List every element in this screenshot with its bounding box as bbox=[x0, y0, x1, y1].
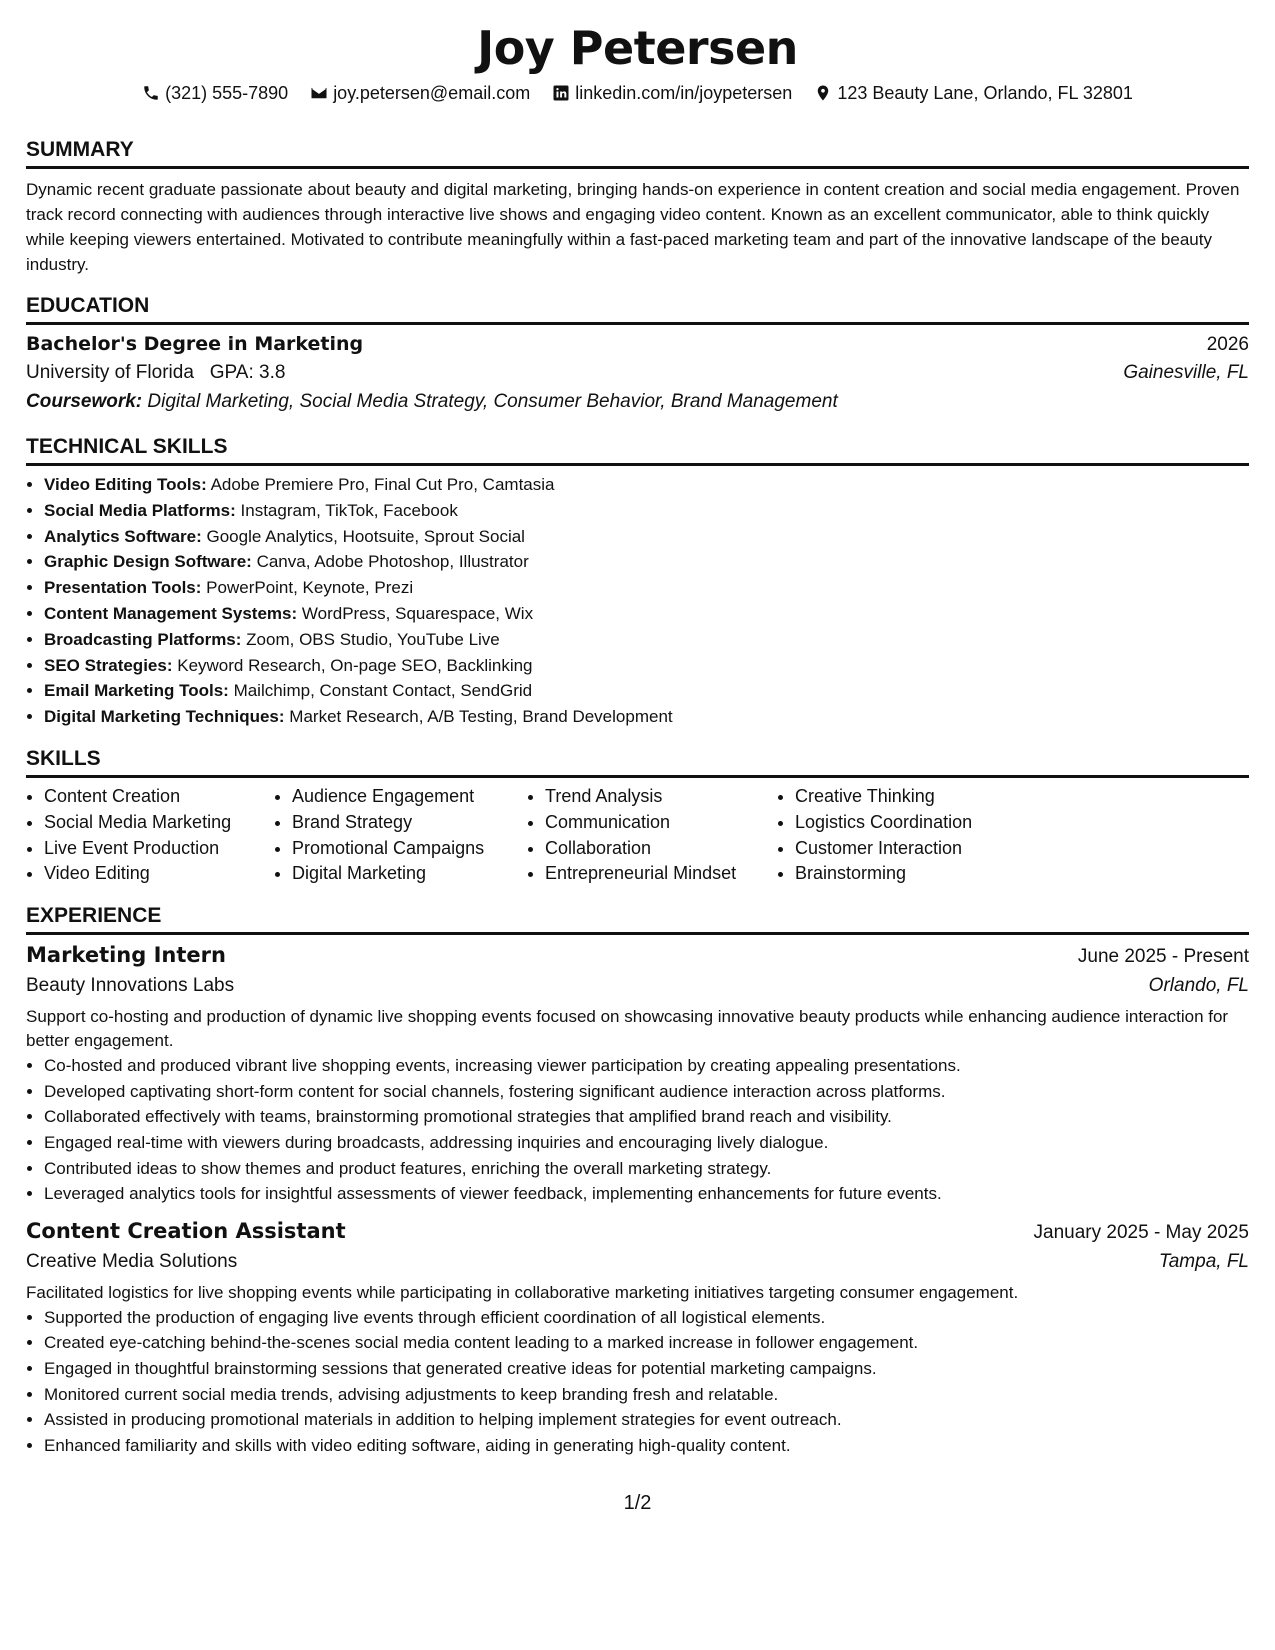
coursework-text: Digital Marketing, Social Media Strategy, Consumer Behavior, Brand Management bbox=[147, 391, 838, 412]
skills-section bbox=[26, 747, 1249, 887]
education-degree: Bachelor's Degree in Marketing bbox=[26, 333, 364, 355]
list-item: • Entrepreneurial Mindset bbox=[545, 861, 777, 887]
list-item bbox=[44, 472, 1249, 498]
education-school-line bbox=[26, 362, 285, 384]
skills-column-2 bbox=[274, 784, 527, 887]
email-link[interactable]: joy.petersen@email.com bbox=[333, 83, 531, 103]
skill-label: Broadcasting Platforms: bbox=[44, 629, 242, 649]
list-item: • Trend Analysis bbox=[545, 784, 777, 810]
education-location: Gainesville, FL bbox=[1123, 362, 1249, 383]
skill-value: Mailchimp, Constant Contact, SendGrid bbox=[233, 681, 533, 701]
skill-label: Content Management Systems: bbox=[44, 603, 298, 623]
skill-value: WordPress, Squarespace, Wix bbox=[301, 603, 534, 623]
location-pin-icon bbox=[814, 84, 832, 102]
skill-label: Email Marketing Tools: bbox=[44, 681, 229, 701]
summary-text: Dynamic recent graduate passionate about beauty and digital marketing, bringing hands-on experience in content creation and social media engagement. Proven track record connecting with audiences through interactive live shows and engaging video content. Known as an excellent communicator, able to think quickly while keeping viewers entertained. Motivated to contribute meaningfully within a fast-paced marketing team and part of the innovative landscape of the beauty industry. bbox=[26, 180, 1240, 274]
job-dates: June 2025 - Present bbox=[1077, 946, 1249, 968]
list-item: • Communication bbox=[545, 810, 777, 836]
education-year: 2026 bbox=[1206, 334, 1249, 355]
education-row-2 bbox=[26, 362, 1249, 384]
address-text: 123 Beauty Lane, Orlando, FL 32801 bbox=[837, 83, 1133, 103]
list-item: • Monitored current social media trends, advising adjustments to keep branding fresh and relatable. bbox=[44, 1382, 1249, 1408]
list-item: • Promotional Campaigns bbox=[292, 836, 527, 862]
job-description: Facilitated logistics for live shopping events while participating in collaborative marketing initiatives targeting consumer engagement. bbox=[26, 1282, 1019, 1302]
list-item: • Engaged in thoughtful brainstorming sessions that generated creative ideas for potential marketing campaigns. bbox=[44, 1356, 1249, 1382]
skill-label: Social Media Platforms: bbox=[44, 500, 236, 520]
linkedin-link[interactable]: linkedin.com/in/joypetersen bbox=[575, 83, 793, 103]
list-item: • Social Media Marketing bbox=[44, 810, 274, 836]
job-company: Creative Media Solutions bbox=[26, 1250, 238, 1272]
skill-label: Digital Marketing Techniques: bbox=[44, 707, 285, 727]
skill-value: Market Research, A/B Testing, Brand Development bbox=[289, 707, 673, 727]
list-item bbox=[44, 498, 1249, 524]
list-item: • Developed captivating short-form content for social channels, fostering significant audience interaction across platforms. bbox=[44, 1079, 1249, 1105]
list-item: • Collaborated effectively with teams, brainstorming promotional strategies that amplified brand reach and visibility. bbox=[44, 1104, 1249, 1130]
job-header bbox=[26, 1219, 1249, 1244]
contact-bar bbox=[26, 82, 1249, 104]
list-item bbox=[44, 601, 1249, 627]
list-item: • Video Editing bbox=[44, 861, 274, 887]
linkedin-icon bbox=[552, 84, 570, 102]
list-item: • Audience Engagement bbox=[292, 784, 527, 810]
candidate-name: Joy Petersen bbox=[477, 21, 798, 75]
list-item bbox=[44, 524, 1249, 550]
list-item bbox=[44, 704, 1249, 730]
skills-grid bbox=[26, 784, 1249, 887]
skill-label: Presentation Tools: bbox=[44, 578, 202, 598]
contact-linkedin[interactable] bbox=[552, 82, 792, 104]
list-item: • Live Event Production bbox=[44, 836, 274, 862]
summary-section bbox=[26, 138, 1249, 277]
phone-text: (321) 555-7890 bbox=[165, 83, 289, 103]
list-item: • Assisted in producing promotional materials in addition to helping implement strategies for event outreach. bbox=[44, 1407, 1249, 1433]
job-bullets bbox=[26, 1305, 1249, 1459]
skill-value: PowerPoint, Keynote, Prezi bbox=[206, 578, 414, 598]
section-title-summary: SUMMARY bbox=[26, 138, 1249, 169]
list-item: • Digital Marketing bbox=[292, 861, 527, 887]
list-item: • Logistics Coordination bbox=[795, 810, 1055, 836]
skills-column-3 bbox=[527, 784, 777, 887]
job-entry bbox=[26, 1219, 1249, 1459]
list-item: • Content Creation bbox=[44, 784, 274, 810]
skill-label: Video Editing Tools: bbox=[44, 475, 207, 494]
list-item: • Collaboration bbox=[545, 836, 777, 862]
section-title-technical-skills: TECHNICAL SKILLS bbox=[26, 435, 1249, 466]
job-entry bbox=[26, 943, 1249, 1207]
technical-skills-list bbox=[26, 472, 1249, 730]
contact-address bbox=[814, 82, 1133, 104]
skills-column-1 bbox=[26, 784, 274, 887]
coursework-label: Coursework: bbox=[26, 391, 143, 412]
job-subheader bbox=[26, 1251, 1249, 1273]
skills-column-4 bbox=[777, 784, 1055, 887]
list-item: • Engaged real-time with viewers during broadcasts, addressing inquiries and encouraging lively dialogue. bbox=[44, 1130, 1249, 1156]
section-title-education: EDUCATION bbox=[26, 294, 1249, 325]
page-number: 1/2 bbox=[623, 1492, 652, 1514]
skill-label: Graphic Design Software: bbox=[44, 552, 252, 572]
job-company: Beauty Innovations Labs bbox=[26, 975, 235, 997]
skill-value: Keyword Research, On-page SEO, Backlinking bbox=[177, 655, 533, 675]
skill-value: Adobe Premiere Pro, Final Cut Pro, Camtasia bbox=[210, 475, 555, 494]
job-location: Tampa, FL bbox=[1158, 1250, 1249, 1272]
list-item: • Creative Thinking bbox=[795, 784, 1055, 810]
list-item: • Brainstorming bbox=[795, 861, 1055, 887]
skill-value: Google Analytics, Hootsuite, Sprout Social bbox=[206, 526, 525, 546]
phone-icon bbox=[142, 84, 160, 102]
contact-email[interactable] bbox=[310, 82, 530, 104]
list-item bbox=[44, 549, 1249, 575]
list-item: • Created eye-catching behind-the-scenes social media content leading to a marked increase in follower engagement. bbox=[44, 1330, 1249, 1356]
skill-label: SEO Strategies: bbox=[44, 655, 173, 675]
job-description: Support co-hosting and production of dynamic live shopping events focused on showcasing innovative beauty products while enhancing audience interaction for better engagement. bbox=[26, 1007, 1229, 1051]
section-title-experience: EXPERIENCE bbox=[26, 904, 1249, 935]
list-item bbox=[44, 627, 1249, 653]
list-item: • Brand Strategy bbox=[292, 810, 527, 836]
envelope-icon bbox=[310, 84, 328, 102]
list-item: • Co-hosted and produced vibrant live shopping events, increasing viewer participation by creating appealing presentations. bbox=[44, 1053, 1249, 1079]
skill-value: Zoom, OBS Studio, YouTube Live bbox=[246, 629, 500, 649]
education-coursework bbox=[26, 391, 1249, 413]
education-row-1 bbox=[26, 333, 1249, 356]
section-title-skills: SKILLS bbox=[26, 747, 1249, 778]
list-item: • Leveraged analytics tools for insightful assessments of viewer feedback, implementing enhancements for future events. bbox=[44, 1181, 1249, 1207]
skill-value: Instagram, TikTok, Facebook bbox=[240, 500, 458, 520]
job-dates: January 2025 - May 2025 bbox=[1033, 1221, 1249, 1243]
contact-phone bbox=[142, 82, 288, 104]
list-item: • Supported the production of engaging live events through efficient coordination of all logistical elements. bbox=[44, 1305, 1249, 1331]
job-title: Content Creation Assistant bbox=[26, 1218, 346, 1243]
list-item bbox=[44, 678, 1249, 704]
skill-label: Analytics Software: bbox=[44, 526, 202, 546]
job-location: Orlando, FL bbox=[1148, 975, 1249, 997]
education-school: University of Florida bbox=[26, 362, 194, 383]
list-item bbox=[44, 575, 1249, 601]
technical-skills-section bbox=[26, 435, 1249, 730]
education-section bbox=[26, 294, 1249, 413]
skill-value: Canva, Adobe Photoshop, Illustrator bbox=[256, 552, 529, 572]
list-item: • Enhanced familiarity and skills with video editing software, aiding in generating high-quality content. bbox=[44, 1433, 1249, 1459]
job-title: Marketing Intern bbox=[26, 943, 226, 968]
list-item: • Contributed ideas to show themes and product features, enriching the overall marketing strategy. bbox=[44, 1156, 1249, 1182]
list-item bbox=[44, 653, 1249, 679]
list-item: • Customer Interaction bbox=[795, 836, 1055, 862]
job-bullets bbox=[26, 1053, 1249, 1207]
experience-section bbox=[26, 904, 1249, 1458]
job-header bbox=[26, 943, 1249, 968]
job-subheader bbox=[26, 975, 1249, 997]
education-gpa: GPA: 3.8 bbox=[209, 362, 286, 383]
